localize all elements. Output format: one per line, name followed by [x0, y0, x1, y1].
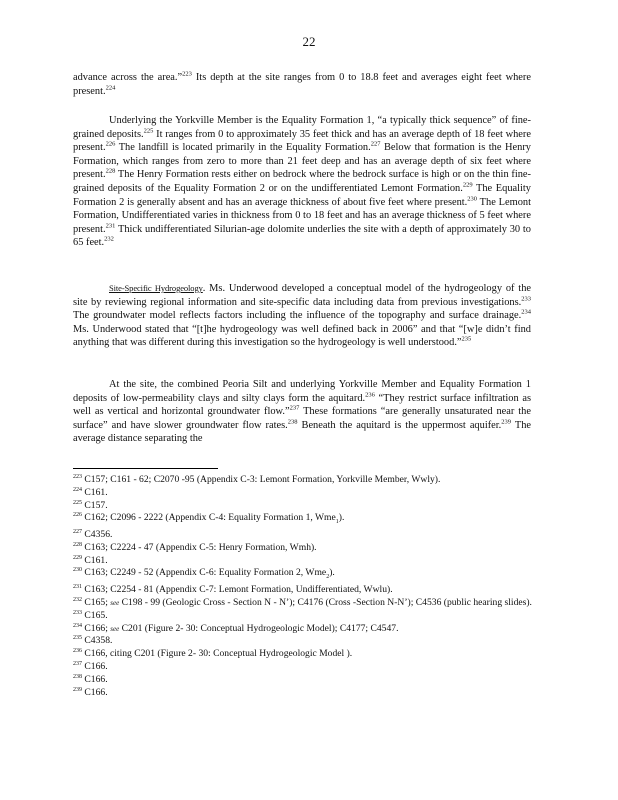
footnote-number: 234 [73, 622, 82, 629]
paragraph-continued [73, 71, 531, 98]
footnote-number: 229 [73, 554, 82, 561]
footnote-text: C163; C2254 - 81 (Appendix C-7: Lemont Formation, Undifferentiated, Wwlu). [82, 584, 393, 596]
footnote-number: 233 [73, 609, 82, 616]
footnote-number: 232 [73, 596, 82, 603]
text-run: It ranges from 0 to approximately 35 feet thick and has an average depth of 18 feet where present. [73, 128, 531, 154]
footnote-number: 228 [73, 541, 82, 548]
footnote [73, 648, 538, 661]
paragraph-aquitard [73, 378, 531, 446]
text-run: The groundwater model reflects factors including the influence of the topography and surface drainage. [73, 310, 522, 322]
footnote-text: C165; [82, 596, 111, 608]
paragraph-formations [73, 114, 531, 250]
footnote-text: C166, citing C201 (Figure 2- 30: Conceptual Hydrogeologic Model ). [82, 648, 353, 660]
footnote-number: 230 [73, 567, 82, 574]
footnote-ref[interactable]: 235 [461, 335, 472, 343]
text-run: At the site, the combined Peoria Silt and underlying Yorkville Member and Equality Formation 1 deposits of low-permeability clays and silty clays form the aquitard. [73, 379, 531, 404]
footnote-text: C162; C2096 - 2222 (Appendix C-4: Equality Formation 1, Wme [82, 512, 336, 524]
footnote [73, 597, 538, 610]
footnote-number: 231 [73, 584, 82, 590]
footnote-ref[interactable]: 239 [501, 418, 512, 426]
footnote [73, 687, 538, 700]
text-run: The average distance separating the [73, 419, 532, 445]
text-run: These formations “are generally unsaturated near the surface” and have slower groundwater flow rates. [73, 406, 531, 431]
footnote-text: C165. [82, 609, 108, 621]
footnote-number: 226 [73, 512, 82, 519]
footnote-divider [73, 468, 218, 469]
footnotes [73, 474, 538, 699]
footnote [73, 474, 538, 487]
text-run: Thick undifferentiated Silurian-age dolomite underlies the site with a depth of approximately 30 to 65 feet. [73, 223, 531, 249]
footnote-text: C201 (Figure 2- 30: Conceptual Hydrogeologic Model); C4177; C4547. [119, 622, 399, 634]
footnote [73, 635, 538, 648]
subscript: 1 [335, 519, 339, 526]
section-heading: Site-Specific Hydrogeology [109, 283, 203, 293]
footnote-ref[interactable]: 228 [105, 167, 116, 175]
footnote-number: 238 [73, 673, 82, 680]
footnote-text: C161. [82, 554, 108, 566]
footnote-number: 235 [73, 635, 82, 642]
text-run: Below that formation is the Henry Formation, which ranges from zero to more than 21 feet deep and has an average depth of six feet where present. [73, 142, 531, 181]
footnote-text: C166. [82, 686, 108, 698]
footnote [73, 674, 538, 687]
footnote-ref[interactable]: 231 [105, 222, 116, 230]
footnote-text: ). [338, 512, 345, 524]
paragraph-hydrogeology [73, 282, 531, 350]
footnote-text: C4358. [82, 635, 113, 647]
footnote [73, 567, 538, 584]
footnote-text: C166; [82, 622, 111, 634]
footnote [73, 555, 538, 568]
text-run: Underlying the Yorkville Member is the Equality Formation 1, “a typically thick sequence” of fine-grained deposits. [73, 115, 531, 140]
text-run: . Ms. Underwood developed a conceptual model of the hydrogeology of the site by reviewing regional information and site-specific data including data from previous investigations. [73, 283, 531, 308]
footnote-text: C157. [82, 499, 108, 511]
footnote-text: C198 - 99 (Geologic Cross - Section N - N’); C4176 (Cross -Section N-N’); C4536 (public hearing slides). [119, 596, 532, 608]
footnote-number: 227 [73, 528, 82, 535]
footnote-text: C163; C2224 - 47 (Appendix C-5: Henry Formation, Wmh). [82, 541, 317, 553]
text-run: “They restrict surface infiltration as well as vertical and horizontal groundwater flow.” [73, 392, 531, 418]
footnote-text: C166. [82, 660, 108, 672]
signal-see: see [110, 598, 120, 607]
footnote [73, 610, 538, 623]
footnote [73, 661, 538, 674]
footnote-ref[interactable]: 238 [287, 418, 298, 426]
footnote-text: C161. [82, 486, 108, 498]
footnote [73, 623, 538, 636]
page-number: 22 [302, 34, 316, 49]
subscript: 2 [326, 574, 330, 581]
footnote-ref[interactable]: 234 [521, 308, 531, 316]
footnote-text: ). [329, 567, 335, 579]
footnote-ref[interactable]: 229 [462, 181, 473, 189]
footnote-ref[interactable]: 236 [365, 391, 375, 399]
footnote [73, 529, 538, 542]
footnote-text: C166. [82, 673, 108, 685]
footnote-ref[interactable]: 232 [104, 235, 114, 243]
footnote-ref[interactable]: 227 [370, 140, 381, 148]
footnote-number: 237 [73, 660, 82, 667]
footnote [73, 487, 538, 500]
signal-see: see [110, 624, 120, 633]
footnote-number: 224 [73, 486, 82, 493]
footnote-ref[interactable]: 233 [521, 295, 531, 303]
footnote-number: 225 [73, 499, 82, 506]
text-run: The Equality Formation 2 is generally absent and has an average thickness of about five feet where present. [73, 182, 531, 208]
footnote-text: C163; C2249 - 52 (Appendix C-6: Equality Formation 2, Wme [82, 567, 327, 579]
text-run: Its depth at the site ranges from 0 to 18.8 feet and averages eight feet where present. [73, 72, 531, 97]
footnote-ref[interactable]: 237 [289, 404, 300, 412]
footnote [73, 500, 538, 513]
footnote [73, 542, 538, 555]
footnote-ref[interactable]: 230 [467, 195, 478, 203]
footnote-text: C4356. [82, 529, 113, 541]
footnote-ref[interactable]: 225 [143, 127, 154, 135]
text-run: Beneath the aquitard is the uppermost aquifer. [297, 419, 502, 431]
footnote-number: 223 [73, 473, 82, 480]
text-run: Ms. Underwood stated that “[t]he hydrogeology was well defined back in 2006” and that “[w]e didn’t find anything that was different during this investigation so the hydrogeology is well understood.” [73, 323, 531, 349]
footnote-ref[interactable]: 224 [105, 84, 116, 92]
text-run: The landfill is located primarily in the Equality Formation. [115, 142, 371, 154]
footnote-ref[interactable]: 223 [182, 70, 192, 78]
text-run: advance across the area.” [73, 72, 183, 83]
footnote [73, 512, 538, 529]
footnote-number: 236 [73, 647, 82, 654]
footnote-number: 239 [73, 686, 82, 693]
text-run: The Henry Formation rests either on bedrock where the bedrock surface is high or on the thin fine-grained deposits of the Equality Formation 2 or on the undifferentiated Lemont Formation. [73, 169, 531, 194]
text-run: The Lemont Formation, Undifferentiated varies in thickness from 0 to 18 feet and has an average thickness of 5 feet where present. [73, 196, 531, 235]
footnote-text: C157; C161 - 62; C2070 -95 (Appendix C-3: Lemont Formation, Yorkville Member, Wwly). [82, 474, 441, 485]
footnote-ref[interactable]: 226 [105, 140, 116, 148]
footnote [73, 584, 538, 597]
